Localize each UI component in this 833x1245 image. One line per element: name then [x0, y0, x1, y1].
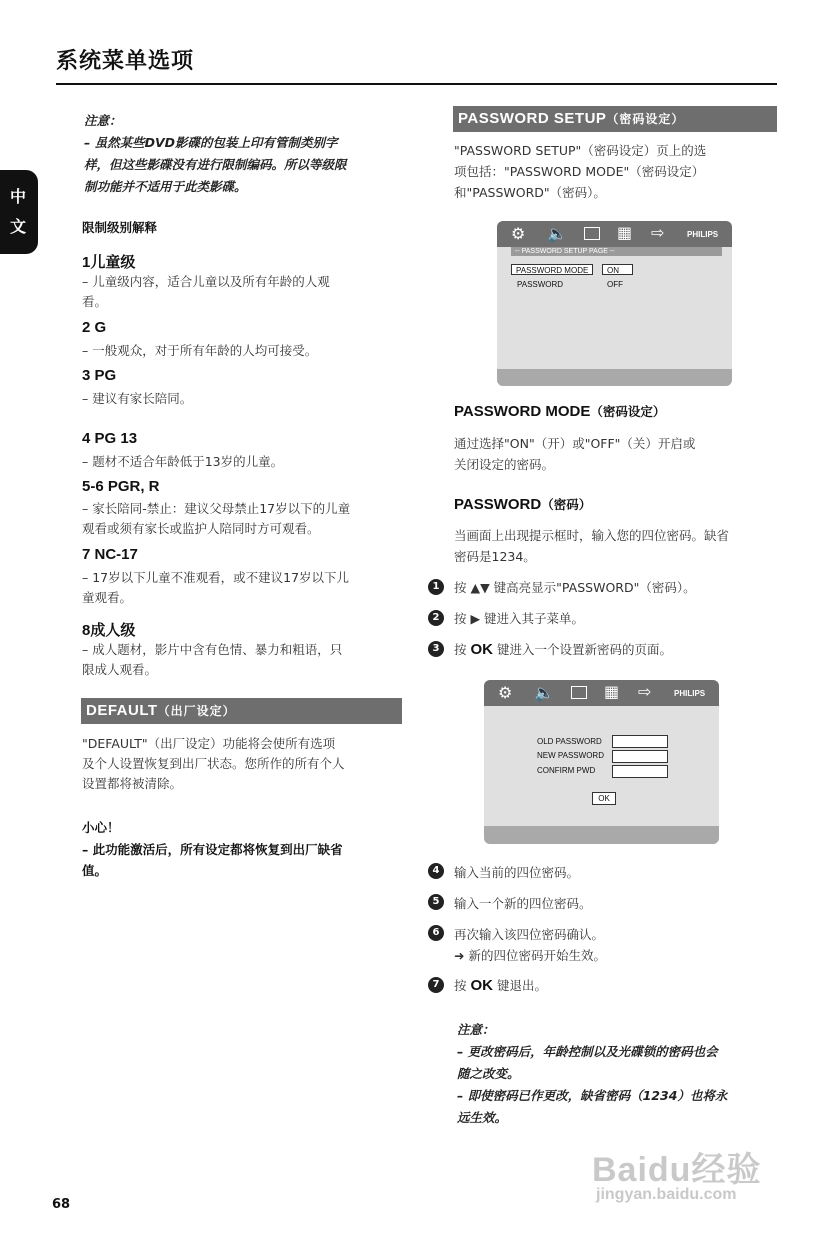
password-heading	[454, 495, 591, 513]
step-4-text: 输入当前的四位密码。	[454, 865, 580, 880]
step-7-ok-key: OK	[470, 977, 493, 994]
level-1-line-1: – 儿童级内容，适合儿童以及所有年龄的人观	[82, 274, 330, 289]
level-5-line-2: 观看或须有家长或监护人陪同时方可观看。	[82, 521, 320, 536]
step-7-pre: 按	[454, 978, 471, 993]
step-5-text: 输入一个新的四位密码。	[454, 896, 592, 911]
left-note-line-2: 样，但这些影碟没有进行限制编码。所以等级限	[84, 157, 347, 172]
level-8-line-2: 限成人观看。	[82, 662, 158, 677]
gear-icon: ⚙	[511, 224, 526, 243]
left-note-line-3: 制功能并不适用于此类影碟。	[84, 179, 247, 194]
preferences-grid-icon: ▦	[604, 682, 620, 701]
intro-line-3: 和"PASSWORD"（密码）。	[454, 185, 606, 200]
level-2-title: 2 G	[82, 319, 107, 336]
change-password-screen	[484, 680, 719, 844]
step-7-text	[454, 976, 547, 996]
level-3-title: 3 PG	[82, 367, 117, 384]
default-line-3: 设置都将被清除。	[82, 776, 183, 791]
side-tab-char-1: 中	[10, 187, 27, 206]
step-1-number: 1	[428, 579, 444, 595]
caution-line-2: 值。	[82, 863, 108, 878]
language-side-tab	[0, 170, 38, 254]
mode-line-2: 关闭设定的密码。	[454, 457, 555, 472]
philips-logo: PHILIPS	[687, 230, 719, 239]
philips-logo: PHILIPS	[674, 689, 706, 698]
password-heading-main: PASSWORD	[454, 496, 542, 513]
speaker-icon: 🔈	[547, 224, 567, 243]
mode-line-1: 通过选择"ON"（开）或"OFF"（关）开启或	[454, 436, 696, 451]
step-4-number: 4	[428, 863, 444, 879]
step-3-post: 键进入一个设置新密码的页面。	[492, 642, 672, 657]
exit-arrow-icon: ⇨	[651, 223, 665, 242]
left-note-line-1: – 虽然某些DVD影碟的包装上印有管制类别字	[84, 135, 338, 150]
old-password-input[interactable]	[612, 735, 668, 748]
screen2-menu-bar	[484, 680, 719, 706]
caution-label: 小心！	[82, 820, 120, 835]
step-6-text: 再次输入该四位密码确认。	[454, 927, 605, 942]
password-bar-title: PASSWORD SETUP	[458, 110, 607, 127]
confirm-pwd-label: CONFIRM PWD	[537, 766, 596, 775]
level-7-line-2: 童观看。	[82, 590, 133, 605]
speaker-icon: 🔈	[534, 683, 554, 702]
level-5-title: 5-6 PGR, R	[82, 478, 160, 495]
step-3-pre: 按	[454, 642, 471, 657]
password-heading-sub: （密码）	[541, 497, 592, 512]
default-bar-subtitle: （出厂设定）	[157, 704, 236, 718]
levels-heading: 限制级别解释	[82, 220, 158, 235]
password-mode-value[interactable]: ON	[602, 264, 633, 275]
page-number: 68	[52, 1197, 71, 1212]
step-7-number: 7	[428, 977, 444, 993]
step-3-number: 3	[428, 641, 444, 657]
step-3-text	[454, 640, 672, 660]
intro-line-2: 项包括："PASSWORD MODE"（密码设定）	[454, 164, 705, 179]
pwd-line-1: 当画面上出现提示框时，输入您的四位密码。缺省	[454, 528, 730, 543]
password-mode-item[interactable]: PASSWORD MODE	[511, 264, 593, 275]
step-5-number: 5	[428, 894, 444, 910]
right-note-line-2: 随之改变。	[457, 1066, 520, 1081]
screen-display-icon	[571, 686, 587, 699]
new-password-label: NEW PASSWORD	[537, 751, 604, 760]
screen1-menu-bar	[497, 221, 732, 247]
level-8-line-1: – 成人题材，影片中含有色情、暴力和粗语，只	[82, 642, 343, 657]
level-1-title: 1儿童级	[82, 254, 136, 271]
exit-arrow-icon: ⇨	[638, 682, 652, 701]
level-3-line-1: – 建议有家长陪同。	[82, 391, 193, 406]
page-title: 系统菜单选项	[56, 49, 195, 74]
default-line-2: 及个人设置恢复到出厂状态。您所作的所有个人	[82, 756, 345, 771]
setup-page-label: -- PASSWORD SETUP PAGE --	[511, 247, 722, 256]
password-bar-subtitle: （密码设定）	[606, 112, 685, 126]
level-7-title: 7 NC-17	[82, 546, 138, 563]
password-mode-heading	[454, 402, 665, 420]
side-tab-char-2: 文	[10, 217, 27, 236]
baidu-watermark-logo: Baidu经验	[592, 1151, 762, 1189]
password-mode-heading-main: PASSWORD MODE	[454, 403, 591, 420]
right-note-line-1: – 更改密码后，年龄控制以及光碟锁的密码也会	[457, 1044, 718, 1059]
default-bar-title: DEFAULT	[86, 702, 158, 719]
password-item[interactable]: PASSWORD	[517, 280, 564, 289]
password-setup-screen	[497, 221, 732, 386]
old-password-label: OLD PASSWORD	[537, 737, 602, 746]
preferences-grid-icon: ▦	[617, 223, 633, 242]
gear-icon: ⚙	[498, 683, 513, 702]
step-3-ok-key: OK	[470, 641, 493, 658]
password-mode-heading-sub: （密码设定）	[590, 404, 666, 419]
step-2-number: 2	[428, 610, 444, 626]
step-6-result: ➜ 新的四位密码开始生效。	[454, 948, 606, 963]
new-password-input[interactable]	[612, 750, 668, 763]
default-section-bar	[81, 698, 402, 724]
right-note-line-3: – 即使密码已作更改，缺省密码（1234）也将永	[457, 1088, 728, 1103]
step-1-text: 按 ▲▼ 键高亮显示"PASSWORD"（密码）。	[454, 580, 696, 595]
intro-line-1: "PASSWORD SETUP"（密码设定）页上的选	[454, 143, 707, 158]
level-8-title: 8成人级	[82, 622, 136, 639]
default-line-1: "DEFAULT"（出厂设定）功能将会使所有选项	[82, 736, 336, 751]
right-note-line-4: 远生效。	[457, 1110, 508, 1125]
password-setup-bar	[453, 106, 777, 132]
confirm-pwd-input[interactable]	[612, 765, 668, 778]
screen1-status-bar	[497, 369, 732, 386]
pwd-line-2: 密码是1234。	[454, 549, 536, 564]
level-5-line-1: – 家长陪同-禁止：建议父母禁止17岁以下的儿童	[82, 501, 351, 516]
step-2-text: 按 ▶ 键进入其子菜单。	[454, 611, 585, 626]
title-rule	[56, 83, 777, 85]
caution-line-1: – 此功能激活后，所有设定都将恢复到出厂缺省	[82, 842, 343, 857]
level-2-line-1: – 一般观众，对于所有年龄的人均可接受。	[82, 343, 318, 358]
screen2-status-bar	[484, 826, 719, 844]
password-value[interactable]: OFF	[607, 280, 623, 289]
level-7-line-1: – 17岁以下儿童不准观看，或不建议17岁以下儿	[82, 570, 350, 585]
level-1-line-2: 看。	[82, 294, 108, 309]
level-4-title: 4 PG 13	[82, 430, 138, 447]
step-7-post: 键退出。	[492, 978, 547, 993]
level-4-line-1: – 题材不适合年龄低于13岁的儿童。	[82, 454, 284, 469]
screen-display-icon	[584, 227, 600, 240]
left-note-label: 注意：	[84, 113, 122, 128]
step-6-number: 6	[428, 925, 444, 941]
right-note-label: 注意：	[457, 1022, 495, 1037]
baidu-watermark-url: jingyan.baidu.com	[596, 1186, 737, 1203]
ok-button[interactable]: OK	[592, 792, 616, 805]
